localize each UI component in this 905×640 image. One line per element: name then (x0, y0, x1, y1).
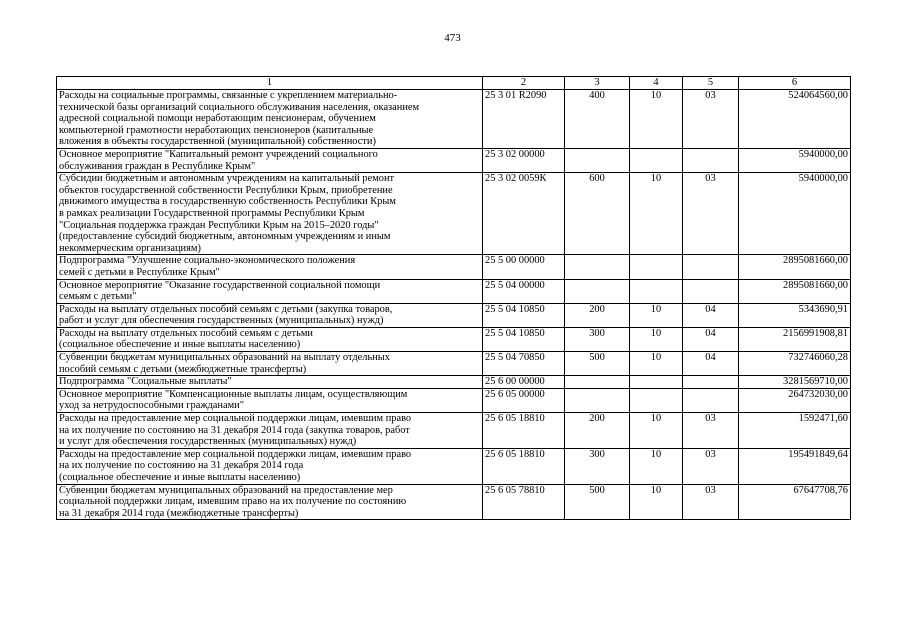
description-line: Подпрограмма "Социальные выплаты" (59, 376, 232, 388)
classification-code: 25 6 05 78810 (483, 484, 565, 520)
row-description (57, 90, 483, 149)
subsection: 03 (683, 484, 739, 520)
expense-type (565, 255, 630, 279)
subsection: 03 (683, 90, 739, 149)
row-description (57, 388, 483, 412)
section (630, 388, 683, 412)
description-line: компьютерной грамотности неработающих пенсионеров (капитальные (59, 124, 374, 136)
classification-code: 25 3 02 00000 (483, 148, 565, 172)
row-description (57, 376, 483, 389)
table-row (57, 279, 851, 303)
table-row (57, 388, 851, 412)
description-line: на их получение по состоянию на 31 декабря 2014 года (закупка товаров, работ (59, 424, 410, 436)
expense-type (565, 376, 630, 389)
column-header: 1 (57, 77, 483, 90)
table-row (57, 255, 851, 279)
budget-table (56, 76, 851, 520)
expense-type: 400 (565, 90, 630, 149)
description-line: Основное мероприятие "Компенсационные выплаты лицам, осуществляющим (59, 388, 408, 400)
row-description (57, 352, 483, 376)
column-header: 6 (739, 77, 851, 90)
page-number: 473 (444, 32, 461, 44)
amount: 5343690,91 (739, 303, 851, 327)
section: 10 (630, 327, 683, 351)
table-row (57, 448, 851, 484)
classification-code: 25 3 02 0059К (483, 173, 565, 255)
classification-code: 25 6 05 18810 (483, 448, 565, 484)
amount: 2156991908,81 (739, 327, 851, 351)
subsection: 03 (683, 413, 739, 449)
table-row (57, 303, 851, 327)
subsection: 04 (683, 303, 739, 327)
expense-type (565, 148, 630, 172)
table-row (57, 327, 851, 351)
subsection: 03 (683, 448, 739, 484)
description-line: Расходы на предоставление мер социальной поддержки лицам, имевшим право (59, 448, 412, 460)
description-line: и услуг для обеспечения государственных (муниципальных) нужд) (59, 436, 357, 448)
column-header: 4 (630, 77, 683, 90)
table-row (57, 413, 851, 449)
description-line: пособий семьям с детьми (межбюджетные трансферты) (59, 363, 307, 375)
description-line: Субсидии бюджетным и автономным учреждениям на капитальный ремонт (59, 173, 395, 185)
section (630, 148, 683, 172)
expense-type: 300 (565, 448, 630, 484)
description-line: в рамках реализации Государственной программы Республики Крым (59, 207, 365, 219)
section (630, 376, 683, 389)
column-header: 2 (483, 77, 565, 90)
subsection: 03 (683, 173, 739, 255)
description-line: на 31 декабря 2014 года (межбюджетные трансферты) (59, 507, 299, 519)
expense-type: 500 (565, 352, 630, 376)
description-line: Расходы на выплату отдельных пособий семьям с детьми (закупка товаров, (59, 303, 393, 315)
amount: 3281569710,00 (739, 376, 851, 389)
subsection (683, 279, 739, 303)
expense-type: 600 (565, 173, 630, 255)
subsection (683, 255, 739, 279)
description-line: Расходы на предоставление мер социальной поддержки лицам, имевшим право (59, 413, 412, 425)
expense-type: 200 (565, 413, 630, 449)
section: 10 (630, 484, 683, 520)
subsection (683, 148, 739, 172)
description-line: объектов государственной собственности Республики Крым, приобретение (59, 184, 393, 196)
row-description (57, 327, 483, 351)
amount: 195491849,64 (739, 448, 851, 484)
table-row (57, 484, 851, 520)
description-line: (социальное обеспечение и иные выплаты населению) (59, 339, 301, 351)
table-row (57, 173, 851, 255)
description-line: "Социальная поддержка граждан Республики Крым на 2015–2020 годы" (59, 219, 379, 231)
classification-code: 25 6 05 00000 (483, 388, 565, 412)
row-description (57, 173, 483, 255)
section: 10 (630, 303, 683, 327)
row-description (57, 148, 483, 172)
description-line: Субвенции бюджетам муниципальных образований на выплату отдельных (59, 352, 390, 364)
section: 10 (630, 352, 683, 376)
section: 10 (630, 413, 683, 449)
column-header: 3 (565, 77, 630, 90)
classification-code: 25 6 00 00000 (483, 376, 565, 389)
amount: 732746060,28 (739, 352, 851, 376)
row-description (57, 303, 483, 327)
description-line: технической базы организаций социального обслуживания населения, оказанием (59, 101, 420, 113)
description-line: некоммерческим организациям) (59, 242, 201, 254)
subsection: 04 (683, 327, 739, 351)
amount: 2895081660,00 (739, 279, 851, 303)
column-header: 5 (683, 77, 739, 90)
amount: 5940000,00 (739, 173, 851, 255)
amount: 67647708,76 (739, 484, 851, 520)
description-line: (социальное обеспечение и иные выплаты населению) (59, 472, 301, 483)
classification-code: 25 5 00 00000 (483, 255, 565, 279)
section (630, 279, 683, 303)
section: 10 (630, 448, 683, 484)
amount: 1592471,60 (739, 413, 851, 449)
row-description (57, 279, 483, 303)
subsection: 04 (683, 352, 739, 376)
classification-code: 25 5 04 00000 (483, 279, 565, 303)
description-line: уход за нетрудоспособными гражданами" (59, 400, 244, 412)
row-description (57, 255, 483, 279)
classification-code: 25 6 05 18810 (483, 413, 565, 449)
amount: 524064560,00 (739, 90, 851, 149)
table-row (57, 90, 851, 149)
table-row (57, 352, 851, 376)
table-row (57, 376, 851, 389)
description-line: семьям с детьми" (59, 291, 137, 303)
classification-code: 25 3 01 R2090 (483, 90, 565, 149)
classification-code: 25 5 04 70850 (483, 352, 565, 376)
description-line: (предоставление субсидий бюджетным, автономным учреждениям и иным (59, 231, 391, 243)
expense-type: 200 (565, 303, 630, 327)
subsection (683, 388, 739, 412)
expense-type: 300 (565, 327, 630, 351)
expense-type (565, 279, 630, 303)
description-line: движимого имущества в государственную собственность Республики Крым (59, 196, 396, 208)
description-line: обслуживания граждан в Республике Крым" (59, 160, 256, 172)
description-line: Подпрограмма "Улучшение социально-экономического положения (59, 255, 356, 267)
expense-type (565, 388, 630, 412)
amount: 2895081660,00 (739, 255, 851, 279)
classification-code: 25 5 04 10850 (483, 327, 565, 351)
section (630, 255, 683, 279)
table-row (57, 148, 851, 172)
description-line: Субвенции бюджетам муниципальных образований на предоставление мер (59, 484, 393, 496)
amount: 264732030,00 (739, 388, 851, 412)
row-description (57, 484, 483, 520)
header-row (57, 77, 851, 90)
description-line: работ и услуг для обеспечения государственных (муниципальных) нужд) (59, 315, 384, 327)
description-line: Основное мероприятие "Оказание государственной социальной помощи (59, 279, 381, 291)
description-line: Расходы на выплату отдельных пособий семьям с детьми (59, 327, 313, 339)
row-description (57, 413, 483, 449)
expense-type: 500 (565, 484, 630, 520)
description-line: социальной поддержки лицам, имевшим право на их получение по состоянию (59, 496, 407, 508)
classification-code: 25 5 04 10850 (483, 303, 565, 327)
description-line: вложения в объекты государственной (муниципальной) собственности) (59, 136, 376, 148)
subsection (683, 376, 739, 389)
description-line: семей с детьми в Республике Крым" (59, 266, 220, 278)
description-line: адресной социальной помощи неработающим пенсионерам, обучением (59, 113, 376, 125)
description-line: Расходы на социальные программы, связанные с укреплением материально- (59, 90, 398, 101)
section: 10 (630, 90, 683, 149)
description-line: Основное мероприятие "Капитальный ремонт учреждений социального (59, 148, 378, 160)
amount: 5940000,00 (739, 148, 851, 172)
row-description (57, 448, 483, 484)
section: 10 (630, 173, 683, 255)
description-line: на их получение по состоянию на 31 декабря 2014 года (59, 460, 304, 472)
